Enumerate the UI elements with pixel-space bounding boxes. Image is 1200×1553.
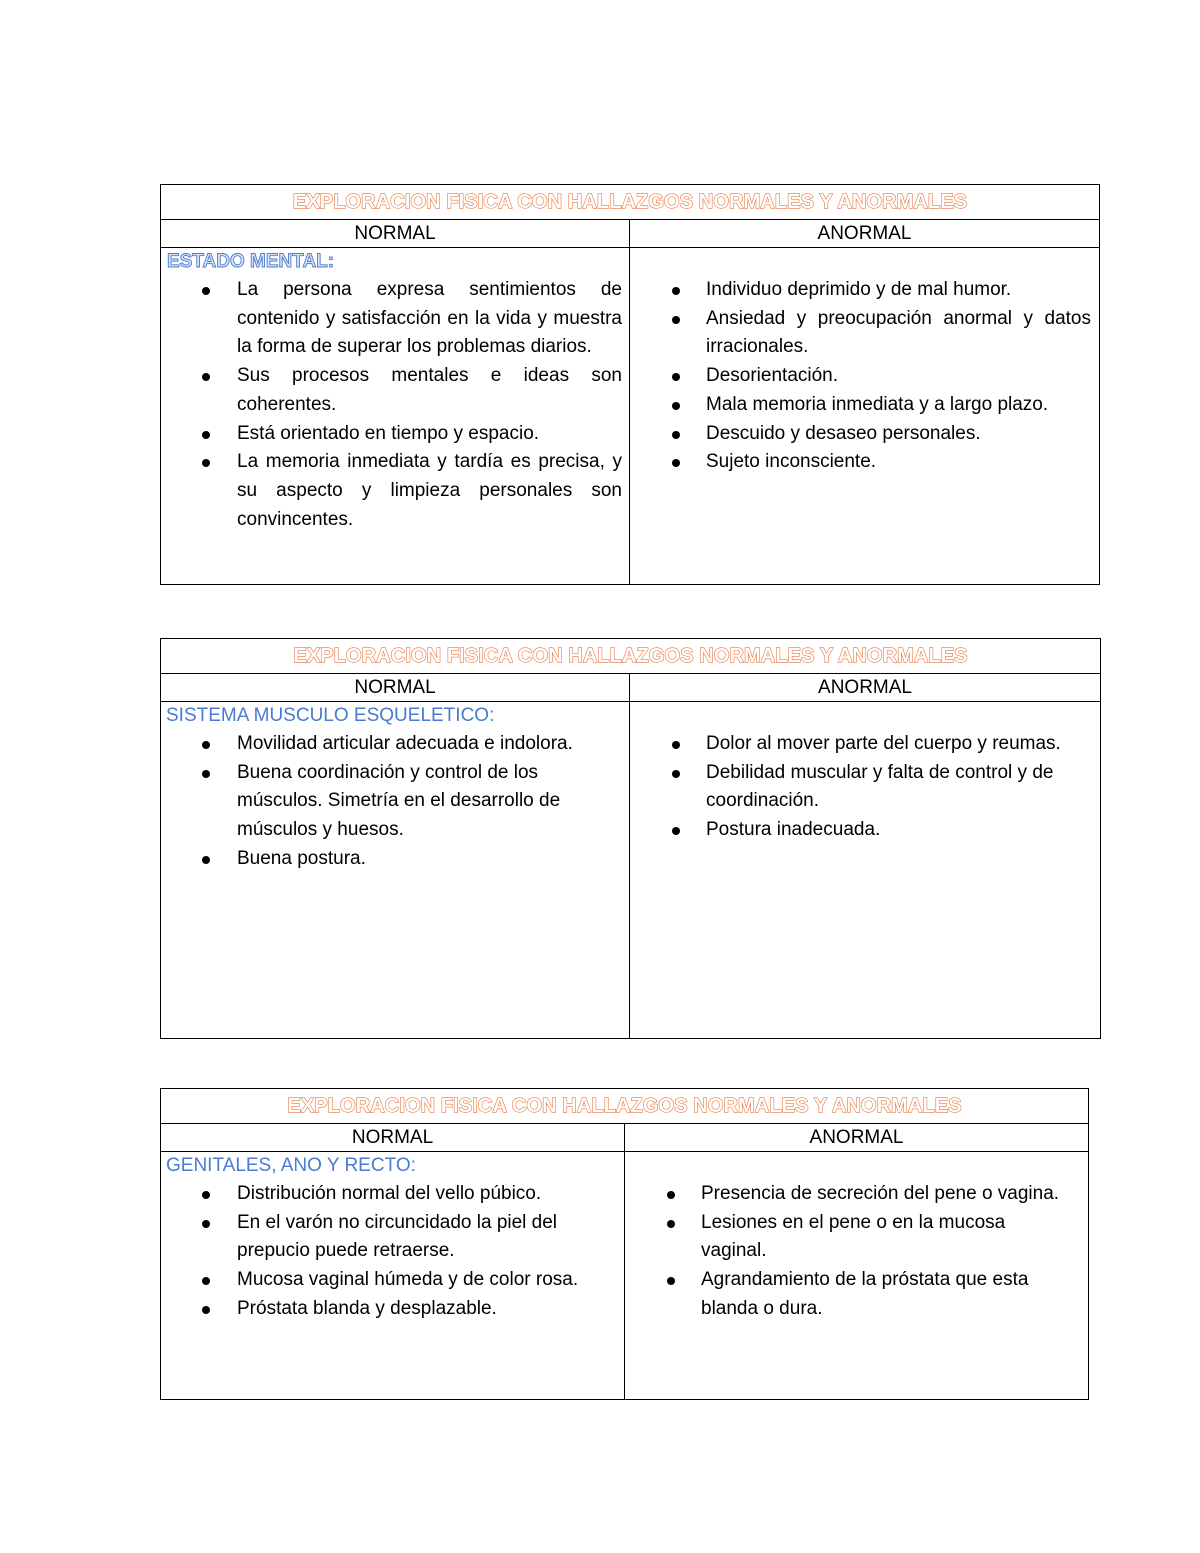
list-item: Debilidad muscular y falta de control y de coordinación. (630, 759, 1080, 816)
bullet-icon (202, 741, 210, 749)
normal-column-header: NORMAL (161, 220, 630, 248)
table-title: EXPLORACION FISICA CON HALLAZGOS NORMALES Y ANORMALES (161, 1089, 1089, 1124)
list-item: Descuido y desaseo personales. (630, 420, 1099, 449)
normal-findings-list (161, 730, 629, 874)
abnormal-column-header: ANORMAL (630, 674, 1101, 702)
bullet-icon (667, 1277, 675, 1285)
list-item: Agrandamiento de la próstata que esta blanda o dura. (625, 1266, 1080, 1323)
bullet-icon (202, 856, 210, 864)
list-item: Presencia de secreción del pene o vagina. (625, 1180, 1080, 1209)
list-item: Ansiedad y preocupación anormal y datos irracionales. (630, 305, 1099, 362)
list-item: Sus procesos mentales e ideas son coherentes. (161, 362, 629, 419)
bullet-icon (667, 1191, 675, 1199)
list-item: Buena postura. (161, 845, 629, 874)
list-item: La memoria inmediata y tardía es precisa, y su aspecto y limpieza personales son convincentes. (161, 448, 629, 534)
list-item: Individuo deprimido y de mal humor. (630, 276, 1099, 305)
list-item: Buena coordinación y control de los músculos. Simetría en el desarrollo de músculos y huesos. (161, 759, 629, 845)
normal-findings-list (161, 276, 629, 534)
normal-findings-cell (161, 702, 630, 1039)
section-heading: ESTADO MENTAL: (167, 251, 335, 272)
list-item: Distribución normal del vello púbico. (161, 1180, 609, 1209)
bullet-icon (672, 373, 680, 381)
bullet-icon (672, 741, 680, 749)
bullet-icon (202, 459, 210, 467)
normal-column-header: NORMAL (161, 674, 630, 702)
list-item: Dolor al mover parte del cuerpo y reumas. (630, 730, 1080, 759)
bullet-icon (672, 770, 680, 778)
exam-table-mental-state (160, 184, 1100, 585)
abnormal-findings-cell (630, 702, 1101, 1039)
bullet-icon (202, 431, 210, 439)
list-item: Sujeto inconsciente. (630, 448, 1099, 477)
bullet-icon (672, 459, 680, 467)
bullet-icon (672, 316, 680, 324)
bullet-icon (672, 287, 680, 295)
bullet-icon (202, 1220, 210, 1228)
list-item: En el varón no circuncidado la piel del prepucio puede retraerse. (161, 1209, 609, 1266)
list-item: Mucosa vaginal húmeda y de color rosa. (161, 1266, 609, 1295)
normal-column-header: NORMAL (161, 1124, 625, 1152)
section-heading: SISTEMA MUSCULO ESQUELETICO: (166, 705, 495, 726)
abnormal-column-header: ANORMAL (630, 220, 1100, 248)
exam-table-genitals (160, 1088, 1089, 1400)
bullet-icon (202, 770, 210, 778)
bullet-icon (202, 1191, 210, 1199)
list-item: Próstata blanda y desplazable. (161, 1295, 609, 1324)
bullet-icon (202, 373, 210, 381)
section-heading: GENITALES, ANO Y RECTO: (166, 1155, 416, 1176)
abnormal-findings-list (630, 730, 1100, 845)
table-title: EXPLORACION FISICA CON HALLAZGOS NORMALES Y ANORMALES (161, 185, 1100, 220)
bullet-icon (667, 1220, 675, 1228)
abnormal-findings-cell (625, 1152, 1089, 1400)
abnormal-findings-cell (630, 248, 1100, 585)
bullet-icon (202, 287, 210, 295)
list-item: Postura inadecuada. (630, 816, 1080, 845)
bullet-icon (672, 402, 680, 410)
abnormal-column-header: ANORMAL (625, 1124, 1089, 1152)
list-item: Movilidad articular adecuada e indolora. (161, 730, 629, 759)
bullet-icon (672, 431, 680, 439)
list-item: Mala memoria inmediata y a largo plazo. (630, 391, 1099, 420)
bullet-icon (202, 1306, 210, 1314)
normal-findings-cell (161, 1152, 625, 1400)
list-item: Está orientado en tiempo y espacio. (161, 420, 629, 449)
normal-findings-cell (161, 248, 630, 585)
abnormal-findings-list (625, 1180, 1088, 1324)
list-item: La persona expresa sentimientos de contenido y satisfacción en la vida y muestra la forma de superar los problemas diarios. (161, 276, 629, 362)
abnormal-findings-list (630, 276, 1099, 477)
list-item: Lesiones en el pene o en la mucosa vaginal. (625, 1209, 1080, 1266)
bullet-icon (202, 1277, 210, 1285)
exam-table-musculoskeletal (160, 638, 1101, 1039)
table-title: EXPLORACION FISICA CON HALLAZGOS NORMALES Y ANORMALES (161, 639, 1101, 674)
normal-findings-list (161, 1180, 624, 1324)
bullet-icon (672, 827, 680, 835)
list-item: Desorientación. (630, 362, 1099, 391)
